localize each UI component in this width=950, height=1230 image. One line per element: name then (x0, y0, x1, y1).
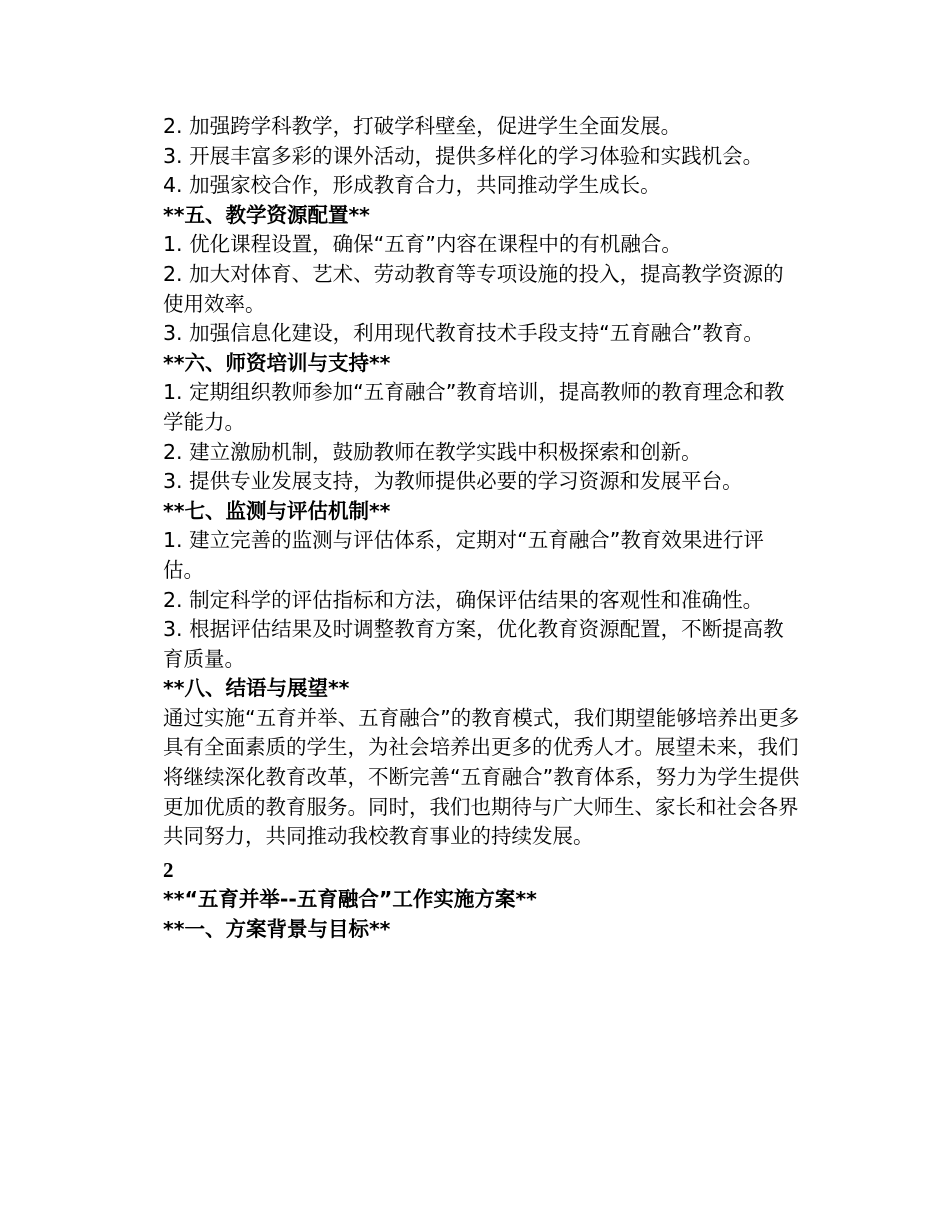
paragraph: 3. 加强信息化建设，利用现代教育技术手段支持“五育融合”教育。 (163, 321, 764, 346)
section-heading: **五、教学资源配置** (163, 202, 370, 227)
paragraph: 1. 优化课程设置，确保“五育”内容在课程中的有机融合。 (163, 232, 682, 257)
document-body (163, 112, 803, 945)
paragraph: 2. 建立激励机制，鼓励教师在教学实践中积极探索和创新。 (163, 439, 702, 464)
paragraph: 通过实施“五育并举、五育融合”的教育模式，我们期望能够培养出更多具有全面素质的学生，为社会培养出更多的优秀人才。展望未来，我们将继续深化教育改革，不断完善“五育融合”教育体系，努力为学生提供更加优质的教育服务。同时，我们也期待与广大师生、家长和社会各界共同努力，共同推动我校教育事业的持续发展。 (163, 705, 800, 849)
section-heading: **六、师资培训与支持** (163, 350, 391, 375)
paragraph: 3. 开展丰富多彩的课外活动，提供多样化的学习体验和实践机会。 (163, 143, 764, 168)
paragraph: 2. 制定科学的评估指标和方法，确保评估结果的客观性和准确性。 (163, 587, 764, 612)
document-title: **“五育并举--五育融合”工作实施方案** (163, 887, 537, 912)
paragraph: 2. 加强跨学科教学，打破学科壁垒，促进学生全面发展。 (163, 114, 682, 138)
page-number: 2 (163, 857, 174, 882)
paragraph: 4. 加强家校合作，形成教育合力，共同推动学生成长。 (163, 173, 661, 198)
section-heading: **七、监测与评估机制** (163, 498, 391, 523)
section-heading: **八、结语与展望** (163, 676, 350, 701)
paragraph: 3. 提供专业发展支持，为教师提供必要的学习资源和发展平台。 (163, 469, 743, 494)
paragraph: 1. 定期组织教师参加“五育融合”教育培训，提高教师的教育理念和教学能力。 (163, 380, 785, 434)
paragraph: 1. 建立完善的监测与评估体系，定期对“五育融合”教育效果进行评估。 (163, 528, 764, 582)
paragraph: 2. 加大对体育、艺术、劳动教育等专项设施的投入，提高教学资源的使用效率。 (163, 261, 784, 316)
paragraph: 3. 根据评估结果及时调整教育方案，优化教育资源配置，不断提高教育质量。 (163, 617, 784, 671)
section-heading: **一、方案背景与目标** (163, 917, 391, 942)
